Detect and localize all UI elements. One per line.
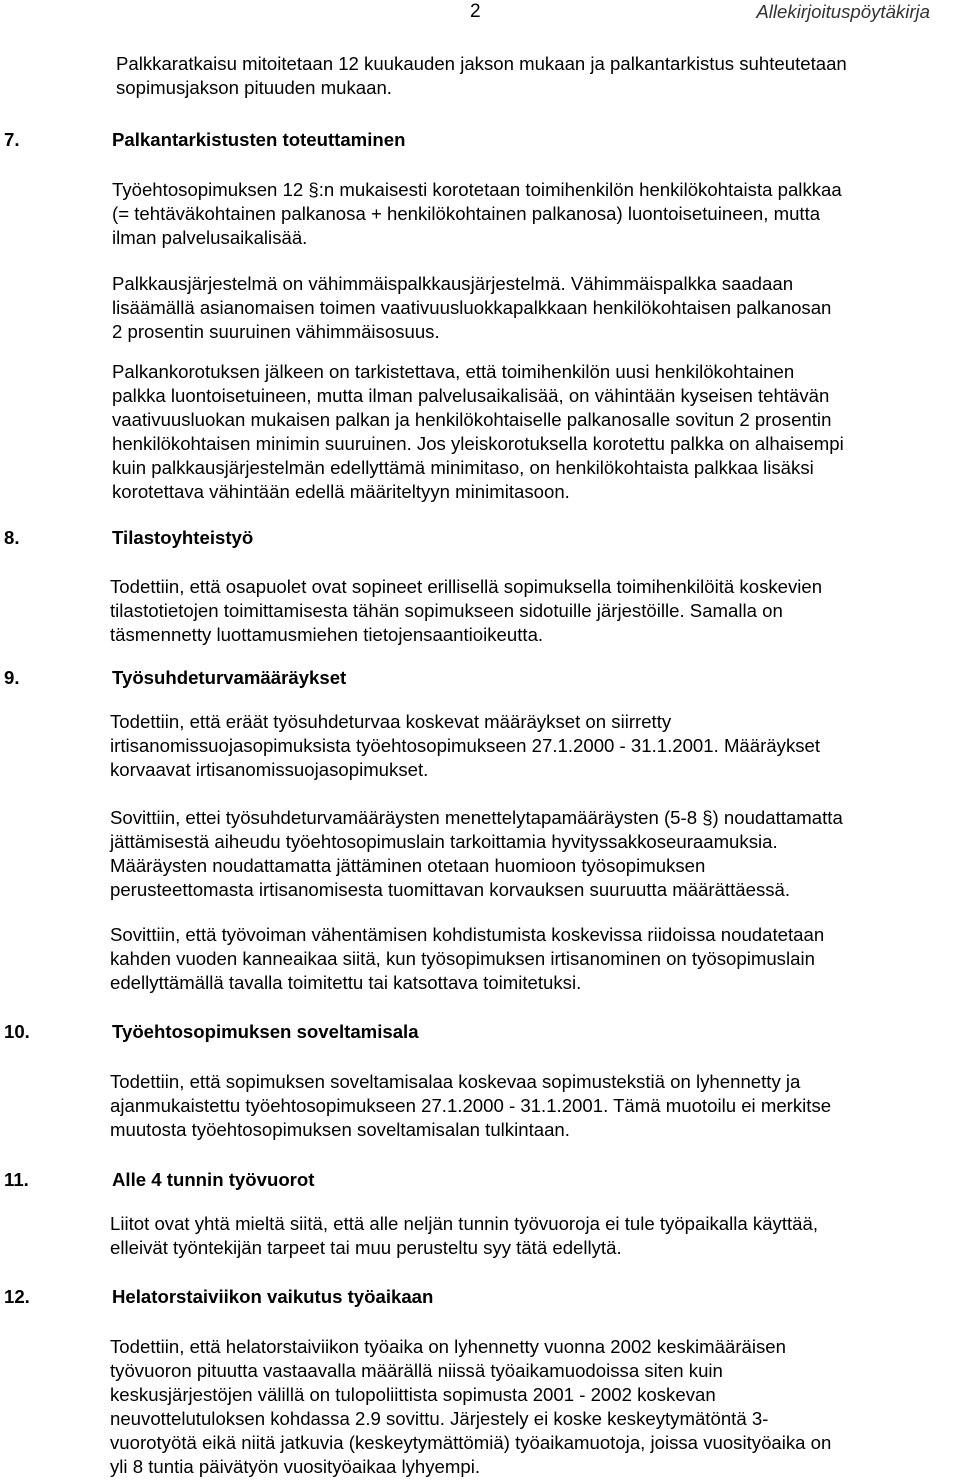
section-title: Tilastoyhteistyö	[112, 527, 254, 548]
text-line: Työehtosopimuksen 12 §:n mukaisesti korotetaan toimihenkilön henkilökohtaista palkkaa	[112, 179, 842, 200]
text-line: palkka luontoisetuineen, mutta ilman palvelusaikalisää, on vähintään kyseisen tehtävän	[112, 385, 830, 406]
text-line: ajanmukaistettu työehtosopimukseen 27.1.2000 - 31.1.2001. Tämä muotoilu ei merkitse	[110, 1095, 832, 1116]
text-line: Palkankorotuksen jälkeen on tarkistettava, että toimihenkilön uusi henkilökohtainen	[112, 361, 795, 382]
text-line: korvaavat irtisanomissuojasopimukset.	[110, 759, 429, 780]
section-title: Työehtosopimuksen soveltamisala	[112, 1021, 419, 1042]
section-title: Palkantarkistusten toteuttaminen	[112, 129, 406, 150]
section-number: 10.	[4, 1021, 30, 1042]
paragraph	[112, 178, 842, 250]
paragraph	[112, 360, 844, 504]
text-line: Liitot ovat yhtä mieltä siitä, että alle neljän tunnin työvuoroja ei tule työpaikalla käyttää,	[110, 1213, 819, 1234]
section-number: 7.	[4, 129, 20, 150]
paragraph	[110, 575, 822, 647]
text-line: keskusjärjestöjen välillä on tulopoliittista sopimusta 2001 - 2002 koskevan	[110, 1384, 716, 1405]
intro-paragraph	[116, 52, 847, 100]
text-line: tilastotietojen toimittamisesta tähän sopimukseen sidotuille järjestöille. Samalla on	[110, 600, 783, 621]
text-line: edellyttämällä tavalla toimitettu tai katsottava toimitetuksi.	[110, 972, 582, 993]
section-number: 12.	[4, 1286, 30, 1307]
text-line: täsmennetty luottamusmiehen tietojensaantioikeutta.	[110, 624, 544, 645]
text-line: yli 8 tuntia päivätyön vuosityöaikaa lyhyempi.	[110, 1456, 481, 1477]
text-line: muutosta työehtosopimuksen soveltamisalan tulkintaan.	[110, 1119, 570, 1140]
paragraph	[110, 1070, 831, 1142]
section-number: 11.	[4, 1169, 29, 1190]
text-line: ilman palvelusaikalisää.	[112, 227, 308, 248]
text-line: Sovittiin, ettei työsuhdeturvamääräysten menettelytapamääräysten (5-8 §) noudattamatta	[110, 807, 843, 828]
text-line: korotettava vähintään edellä määriteltyyn minimitasoon.	[112, 481, 570, 502]
section-title: Helatorstaiviikon vaikutus työaikaan	[112, 1286, 434, 1307]
text-line: Sovittiin, että työvoiman vähentämisen kohdistumista koskevissa riidoissa noudatetaan	[110, 924, 825, 945]
text-line: perusteettomasta irtisanomisesta tuomittavan korvauksen suuruutta määrättäessä.	[110, 879, 791, 900]
text-line: irtisanomissuojasopimuksista työehtosopimukseen 27.1.2000 - 31.1.2001. Määräykset	[110, 735, 821, 756]
text-line: Määräysten noudattamatta jättäminen otetaan huomioon työsopimuksen	[110, 855, 706, 876]
text-line: elleivät työntekijän tarpeet tai muu perusteltu syy tätä edellytä.	[110, 1237, 622, 1258]
paragraph	[112, 272, 831, 344]
section-title: Alle 4 tunnin työvuorot	[112, 1169, 315, 1190]
paragraph	[110, 1212, 818, 1260]
paragraph	[110, 1335, 831, 1479]
text-line: vaativuusluokan mukaisen palkan ja henkilökohtaiselle palkanosalle sovitun 2 prosentin	[112, 409, 832, 430]
text-line: Todettiin, että sopimuksen soveltamisalaa koskevaa sopimustekstiä on lyhennetty ja	[110, 1071, 801, 1092]
paragraph	[110, 806, 843, 902]
text-line: lisäämällä asianomaisen toimen vaativuusluokkapalkkaan henkilökohtaisen palkanosan	[112, 297, 832, 318]
text-line: sopimusjakson pituuden mukaan.	[116, 77, 392, 98]
text-line: vuorotyötä eikä niitä jatkuvia (keskeytymättömiä) työaikamuotoja, joissa vuosityöaika on	[110, 1432, 832, 1453]
section-number: 8.	[4, 527, 20, 548]
text-line: Palkkaratkaisu mitoitetaan 12 kuukauden jakson mukaan ja palkantarkistus suhteutetaan	[116, 53, 847, 74]
paragraph	[110, 923, 824, 995]
text-line: Todettiin, että eräät työsuhdeturvaa koskevat määräykset on siirretty	[110, 711, 672, 732]
page-number: 2	[470, 1, 481, 22]
document-title: Allekirjoituspöytäkirja	[756, 1, 930, 22]
text-line: henkilökohtaisen minimin suuruinen. Jos yleiskorotuksella korotettu palkka on alhaisempi	[112, 433, 844, 454]
text-line: (= tehtäväkohtainen palkanosa + henkilökohtainen palkanosa) luontoisetuineen, mutta	[112, 203, 821, 224]
text-line: kuin palkkausjärjestelmän edellyttämä minimitaso, on henkilökohtaista palkkaa lisäksi	[112, 457, 814, 478]
text-line: Todettiin, että helatorstaiviikon työaika on lyhennetty vuonna 2002 keskimääräisen	[110, 1336, 786, 1357]
section-number: 9.	[4, 667, 20, 688]
text-line: neuvottelutuloksen kohdassa 2.9 sovittu. Järjestely ei koske keskeytymätöntä 3-	[110, 1408, 769, 1429]
section-title: Työsuhdeturvamääräykset	[112, 667, 347, 688]
text-line: Todettiin, että osapuolet ovat sopineet erillisellä sopimuksella toimihenkilöitä koskevien	[110, 576, 823, 597]
text-line: Palkkausjärjestelmä on vähimmäispalkkausjärjestelmä. Vähimmäispalkka saadaan	[112, 273, 794, 294]
paragraph	[110, 710, 820, 782]
text-line: 2 prosentin suuruinen vähimmäisosuus.	[112, 321, 440, 342]
text-line: jättämisestä aiheudu työehtosopimuslain tarkoittamia hyvityssakkoseuraamuksia.	[110, 831, 778, 852]
text-line: työvuoron pituutta vastaavalla määrällä niissä työaikamuodoissa siten kuin	[110, 1360, 723, 1381]
text-line: kahden vuoden kanneaikaa siitä, kun työsopimuksen irtisanominen on työsopimuslain	[110, 948, 815, 969]
